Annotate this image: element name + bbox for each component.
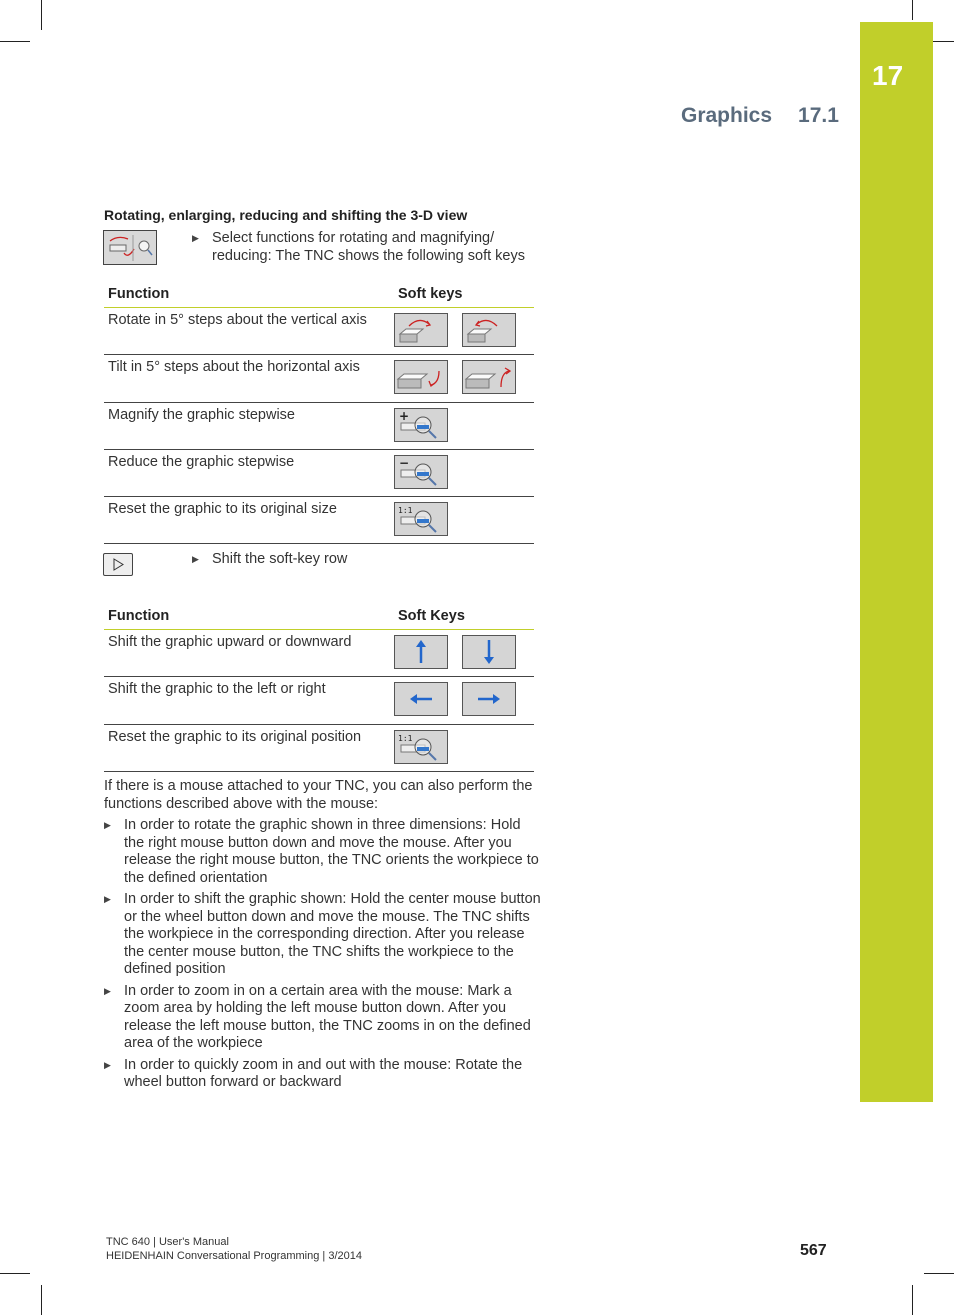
function-cell: Reset the graphic to its original size [104, 497, 394, 544]
reset-size-icon [395, 503, 447, 535]
softkeys-cell [394, 308, 534, 355]
rotate-left-softkey[interactable] [394, 313, 448, 347]
ratio-label: 1:1 [398, 506, 413, 515]
table-header-row [104, 604, 534, 630]
header-section: 17.1 [798, 104, 839, 127]
function-cell: Reduce the graphic stepwise [104, 450, 394, 497]
tilt-down-softkey[interactable] [394, 360, 448, 394]
footer-line1: TNC 640 | User's Manual [106, 1236, 229, 1248]
magnify-plus-icon [395, 409, 447, 441]
header-title: Graphics [681, 104, 773, 127]
arrow-down-icon [463, 636, 515, 668]
crop-mark [0, 1273, 30, 1274]
tilt-up-softkey[interactable] [462, 360, 516, 394]
intro-step-line2: reducing: The TNC shows the following soft keys [212, 248, 525, 264]
footer-line2: HEIDENHAIN Conversational Programming | 3/2014 [106, 1250, 362, 1262]
shift-step: ▶ Shift the soft-key row [212, 550, 542, 568]
rotate-magnify-key-icon [103, 230, 157, 265]
shift-softkey-table [104, 604, 534, 772]
softkeys-cell [394, 355, 534, 403]
table-row [104, 630, 534, 677]
column-header-softkeys: Soft Keys [394, 604, 534, 630]
column-header-function: Function [104, 604, 394, 630]
section-title: Rotating, enlarging, reducing and shifting the 3-D view [104, 207, 468, 223]
function-cell: Reset the graphic to its original position [104, 725, 394, 772]
shift-down-softkey[interactable] [462, 635, 516, 669]
tilt-up-icon [463, 361, 515, 393]
chapter-number: 17 [872, 60, 904, 91]
tilt-down-icon [395, 361, 447, 393]
running-header [681, 104, 839, 128]
function-cell: Tilt in 5° steps about the horizontal axis [104, 355, 394, 403]
softkeys-cell [394, 497, 534, 544]
list-item: ▶ In order to shift the graphic shown: Hold the center mouse button or the wheel button down and move the mouse. The TNC shifts the workpiece in the corresponding direction. After you release the center mouse button, the TNC shifts the workpiece to the defined position [124, 891, 544, 979]
arrow-right-icon [463, 683, 515, 715]
ratio-label: 1:1 [398, 734, 413, 743]
magnify-minus-icon [395, 456, 447, 488]
rotation-softkey-table [104, 282, 534, 544]
table-row [104, 677, 534, 725]
page-number: 567 [800, 1242, 827, 1259]
column-header-function: Function [104, 282, 394, 308]
magnify-plus-softkey[interactable] [394, 408, 448, 442]
crop-mark [41, 0, 42, 30]
reset-position-softkey[interactable] [394, 730, 448, 764]
plus-label: + [399, 409, 410, 423]
table-row [104, 355, 534, 403]
table-row [104, 725, 534, 772]
table-row [104, 308, 534, 355]
softkeys-cell [394, 725, 534, 772]
shift-up-softkey[interactable] [394, 635, 448, 669]
next-softkey-row-key[interactable] [103, 553, 133, 576]
list-item: ▶ In order to zoom in on a certain area with the mouse: Mark a zoom area by holding the left mouse button down. After you release the left mouse button, the TNC zooms in on the defined area of the workpiece [124, 983, 544, 1053]
table-header-row [104, 282, 534, 308]
crop-mark [0, 41, 30, 42]
crop-mark [912, 0, 913, 20]
function-cell: Shift the graphic to the left or right [104, 677, 394, 725]
function-cell: Rotate in 5° steps about the vertical axis [104, 308, 394, 355]
list-item: ▶ In order to quickly zoom in and out with the mouse: Rotate the wheel button forward or backward [124, 1057, 544, 1092]
shift-right-softkey[interactable] [462, 682, 516, 716]
chapter-tab [860, 22, 933, 1102]
softkeys-cell [394, 450, 534, 497]
reset-position-icon [395, 731, 447, 763]
shift-left-softkey[interactable] [394, 682, 448, 716]
function-cell: Shift the graphic upward or downward [104, 630, 394, 677]
arrow-up-icon [395, 636, 447, 668]
crop-mark [924, 1273, 954, 1274]
page-footer [106, 1235, 362, 1263]
crop-mark [912, 1285, 913, 1315]
rotate-right-softkey[interactable] [462, 313, 516, 347]
mouse-intro: If there is a mouse attached to your TNC, you can also perform the functions described above with the mouse: [104, 778, 533, 812]
arrow-left-icon [395, 683, 447, 715]
column-header-softkeys: Soft keys [394, 282, 534, 308]
intro-step-line1: Select functions for rotating and magnifying/ [212, 230, 495, 246]
crop-mark [41, 1285, 42, 1315]
intro-step [212, 229, 542, 265]
play-triangle-icon [104, 554, 132, 575]
minus-label: − [399, 456, 410, 470]
magnify-minus-softkey[interactable] [394, 455, 448, 489]
function-cell: Magnify the graphic stepwise [104, 403, 394, 450]
softkeys-cell [394, 630, 534, 677]
table-row [104, 450, 534, 497]
rotate-left-icon [395, 314, 447, 346]
mouse-instructions-list [124, 817, 544, 1096]
reset-size-softkey[interactable] [394, 502, 448, 536]
list-item: ▶ In order to rotate the graphic shown in three dimensions: Hold the right mouse button down and move the mouse. After you release the right mouse button, the TNC orients the workpiece to the defined orientation [124, 817, 544, 887]
softkeys-cell [394, 403, 534, 450]
rotate-right-icon [463, 314, 515, 346]
table-row [104, 497, 534, 544]
table-row [104, 403, 534, 450]
softkeys-cell [394, 677, 534, 725]
